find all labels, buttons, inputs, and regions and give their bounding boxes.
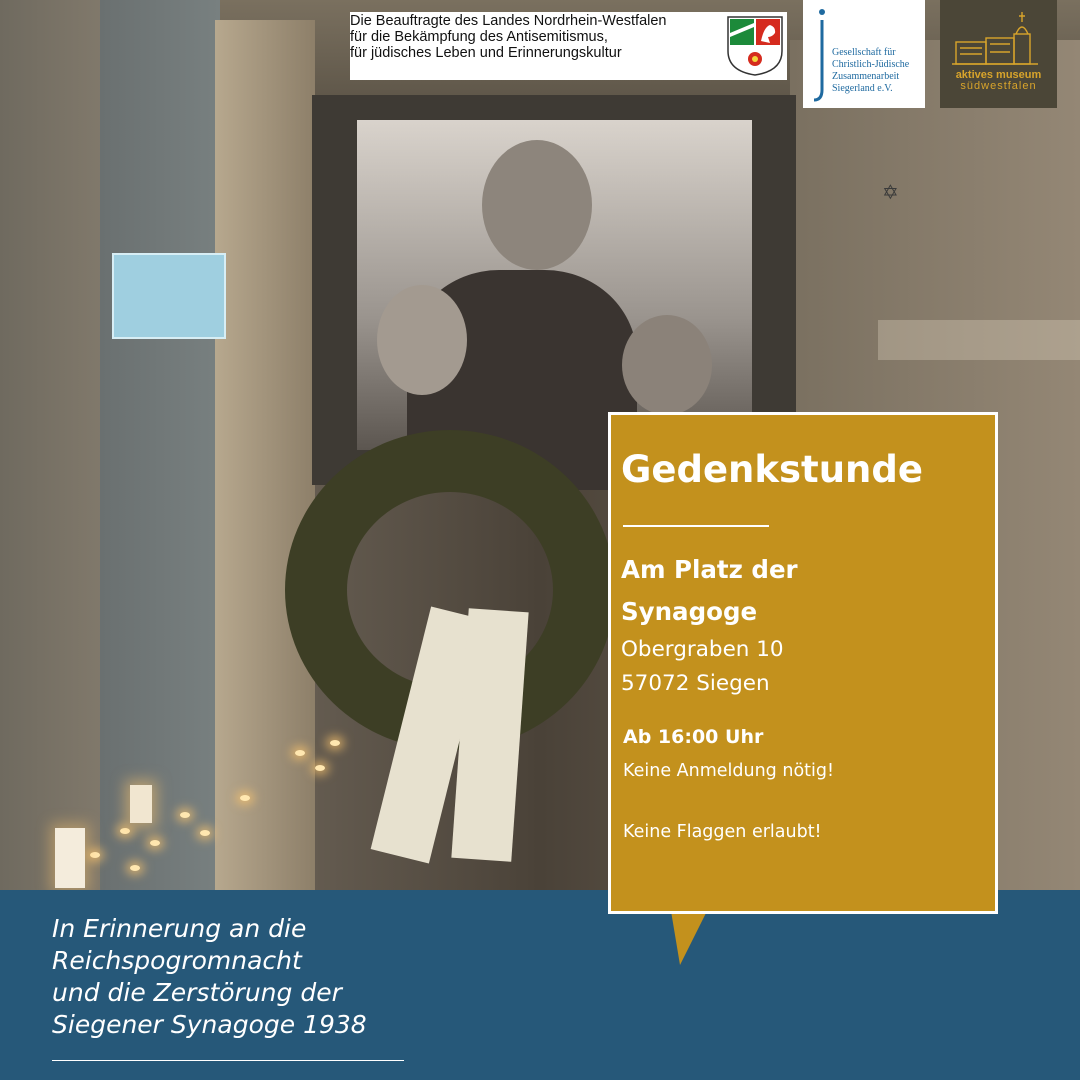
candle: [150, 840, 160, 846]
nrw-logo-line: für jüdisches Leben und Erinnerungskultur: [350, 45, 622, 61]
nrw-logo-line: für die Bekämpfung des Antisemitismus,: [350, 29, 608, 45]
portrait-woman-right: [622, 315, 712, 415]
tagline-line: In Erinnerung an die: [52, 914, 307, 943]
event-time: Ab 16:00 Uhr: [623, 726, 764, 748]
footer-tagline: [52, 913, 552, 1041]
memorial-inscription-band: [878, 320, 1080, 360]
event-address: [621, 633, 784, 701]
nrw-logo-text: [350, 13, 667, 61]
address-line: Obergraben 10: [621, 637, 784, 662]
concrete-pillar: [100, 0, 220, 890]
candle: [180, 812, 190, 818]
gcjz-logo-line: Zusammenarbeit: [832, 71, 900, 82]
tagline-line: und die Zerstörung der: [52, 978, 342, 1007]
tagline-line: Reichspogromnacht: [52, 946, 302, 975]
pillar-candle: [130, 785, 152, 823]
candle: [315, 765, 325, 771]
museum-building-icon: [950, 8, 1040, 68]
lit-wall: [215, 20, 315, 890]
candle: [120, 828, 130, 834]
title-divider: [623, 525, 769, 527]
address-line: 57072 Siegen: [621, 671, 770, 696]
gcjz-logo-text: [832, 47, 909, 95]
candle: [90, 852, 100, 858]
nrw-logo-line: Die Beauftragte des Landes Nordrhein-Westfalen: [350, 13, 667, 29]
gcjz-logo-line: Gesellschaft für: [832, 47, 896, 58]
candle: [240, 795, 250, 801]
event-title: Gedenkstunde: [621, 448, 923, 491]
star-of-david-icon: ✡: [882, 180, 899, 204]
flags-note: Keine Flaggen erlaubt!: [623, 822, 822, 842]
portrait-man-face: [482, 140, 592, 270]
tagline-line: Siegener Synagoge 1938: [52, 1010, 367, 1039]
gcjz-logo-line: Christlich-Jüdische: [832, 59, 910, 70]
candle: [200, 830, 210, 836]
candle: [295, 750, 305, 756]
pillar-candle: [55, 828, 85, 888]
registration-note: Keine Anmeldung nötig!: [623, 761, 834, 781]
event-venue: [621, 549, 798, 633]
gcjz-logo-line: Siegerland e.V.: [832, 83, 893, 94]
venue-line: Am Platz der: [621, 555, 798, 584]
speech-bubble-pointer: [670, 905, 710, 965]
portrait-woman-left: [377, 285, 467, 395]
event-card: [608, 412, 998, 914]
candle: [130, 865, 140, 871]
candle: [330, 740, 340, 746]
tagline-divider: [52, 1060, 404, 1061]
gcjz-j-logo-icon: [810, 8, 828, 103]
left-wall: [0, 0, 110, 890]
venue-line: Synagoge: [621, 597, 758, 626]
family-portrait: [357, 120, 752, 450]
museum-subname: südwestfalen: [960, 80, 1037, 92]
museum-name: aktives museum: [955, 69, 1042, 81]
nrw-crest-icon: [726, 15, 784, 77]
info-plaque: [112, 253, 226, 339]
